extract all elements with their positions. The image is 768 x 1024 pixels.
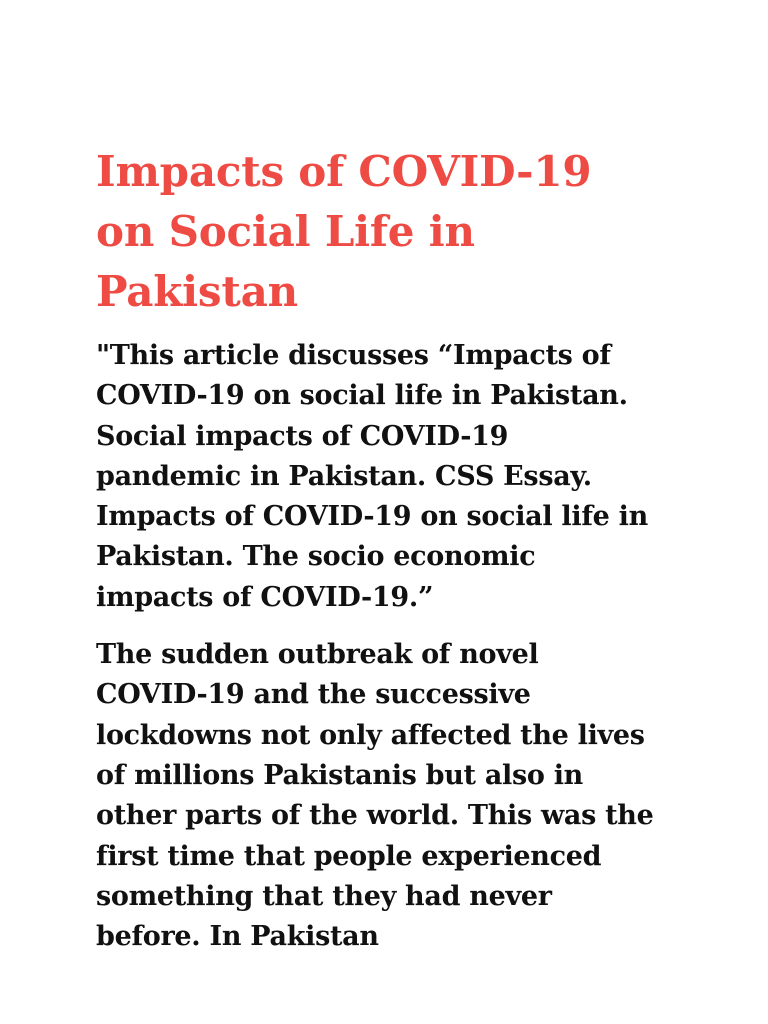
article-body-paragraph: The sudden outbreak of novel COVID-19 and the successive lockdowns not only affected the lives of millions Pakistanis but also in other parts of the world. This was the first time that people experienced something that they had never before. In Pakistan — [96, 639, 654, 953]
document-page — [96, 142, 656, 957]
article-title: Impacts of COVID-19 on Social Life in Pakistan — [96, 147, 592, 316]
article-intro-paragraph: "This article discusses “Impacts of COVID-19 on social life in Pakistan. Social impacts of COVID-19 pandemic in Pakistan. CSS Essay. Impacts of COVID-19 on social life in Pakistan. The socio economic impacts of COVID-19.” — [96, 340, 648, 613]
